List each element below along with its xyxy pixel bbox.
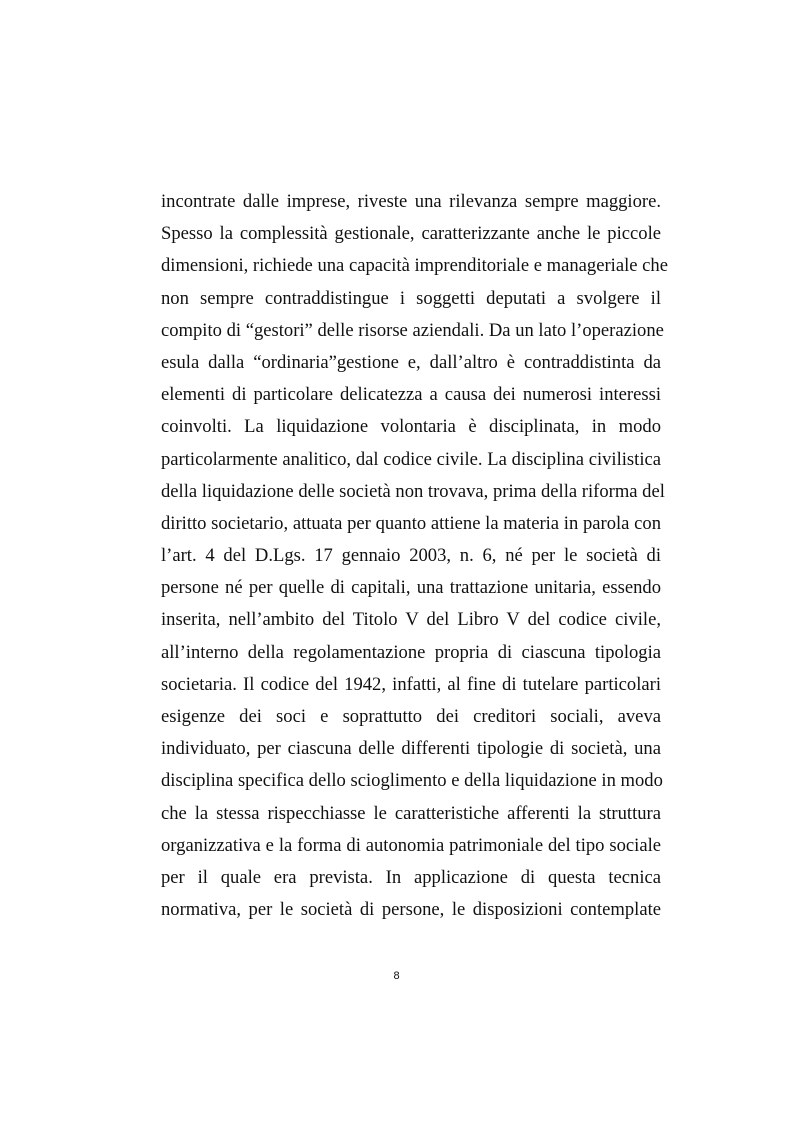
paragraph-line-1: incontrate dalle imprese, riveste una rilevanza sempre maggiore. [161,191,661,212]
page-number: 8 [393,970,400,982]
paragraph-line-2: Spesso la complessità gestionale, caratterizzante anche le piccole [161,223,661,245]
paragraph-line-10: della liquidazione delle società non trovava, prima della riforma del [161,480,665,502]
paragraph-line-15: all’interno della regolamentazione propria di ciascuna tipologia [161,641,661,663]
paragraph-line-8: coinvolti. La liquidazione volontaria è disciplinata, in modo [161,416,661,438]
paragraph-line-14: inserita, nell’ambito del Titolo V del Libro V del codice civile, [161,609,661,631]
paragraph-line-22: per il quale era prevista. In applicazione di questa tecnica [161,866,661,888]
paragraph-line-12: l’art. 4 del D.Lgs. 17 gennaio 2003, n. 6, né per le società di [161,545,661,567]
paragraph-line-20: che la stessa rispecchiasse le caratteristiche afferenti la struttura [161,802,661,824]
paragraph-line-18: individuato, per ciascuna delle differenti tipologie di società, una [161,738,661,760]
paragraph-line-7: elementi di particolare delicatezza a causa dei numerosi interessi [161,384,661,406]
paragraph-line-11: diritto societario, attuata per quanto attiene la materia in parola con [161,512,661,534]
paragraph-line-4: non sempre contraddistingue i soggetti deputati a svolgere il [161,287,661,309]
paragraph-line-9: particolarmente analitico, dal codice civile. La disciplina civilistica [161,448,661,470]
body-paragraph [161,186,668,926]
paragraph-line-23: normativa, per le società di persone, le disposizioni contemplate [161,899,661,921]
paragraph-line-17: esigenze dei soci e soprattutto dei creditori sociali, aveva [161,706,661,727]
paragraph-line-16: societaria. Il codice del 1942, infatti, al fine di tutelare particolari [161,673,661,695]
paragraph-line-6: esula dalla “ordinaria”gestione e, dall’altro è contraddistinta da [161,351,661,373]
paragraph-line-5: compito di “gestori” delle risorse aziendali. Da un lato l’operazione [161,319,664,341]
paragraph-line-19: disciplina specifica dello scioglimento e della liquidazione in modo [161,770,663,792]
paragraph-line-21: organizzativa e la forma di autonomia patrimoniale del tipo sociale [161,834,661,856]
paragraph-line-3: dimensioni, richiede una capacità imprenditoriale e manageriale che [161,255,668,277]
paragraph-line-13: persone né per quelle di capitali, una trattazione unitaria, essendo [161,577,661,599]
